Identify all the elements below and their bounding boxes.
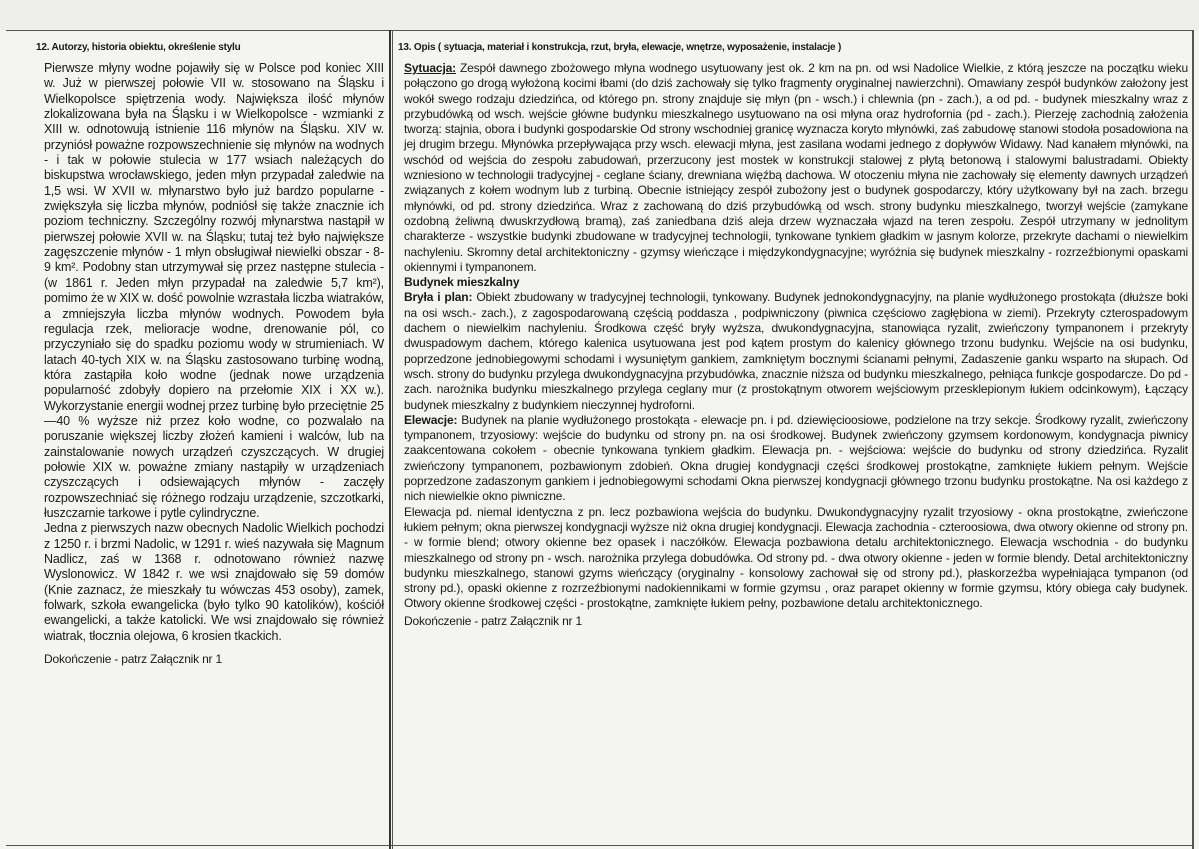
elewacje-paragraph [404,413,1188,505]
section-13-continuation: Dokończenie - patrz Załącznik nr 1 [404,613,582,628]
history-paragraph-1: Pierwsze młyny wodne pojawiły się w Polsce pod koniec XIII w. Już w pierwszej połowie VII w. stosowano na Śląsku i Wielkopolsce spiętrzenia wody. Największa ilość młynów zlokalizowana była na Śląsku i w Wielkopolsce - wzmianki z XIII w. odnotowują istnienie 116 młynów na Śląsku. XIV w. przyniósł poważne rozpowszechnienie się młynów na wodnych - i tak w połowie stulecia w 177 wsiach należących do biskupstwa wrocławskiego, jeden młyn przypadał zaledwie na 1,5 wsi. W XVII w. młynarstwo było już bardzo popularne - zwiększyła się liczba młynów, podniósł się także znacznie ich poziom techniczny. Szczególny rozwój młynarstwa nastąpił w pierwszej połowie XVII w. na Śląsku; tutaj też było największe zagęszczenie młynów - 1 młyn obsługiwał niewielki obszar - 8-9 km². Podobny stan utrzymywał się przez następne stulecia - (w 1861 r. Jeden młyn przypadał na zaledwie 5,7 km²), pomimo że w XIX w. dość powolnie wzrastała liczba wiatraków, a zmniejszyła liczba młynów wodnych. Powodem była regulacja rzek, melioracje wodne, drenowanie pól, co przyczyniało się do spadku poziomu wody w strumieniach. W latach 40-tych XIX w. na Śląsku zastosowano turbinę wodną, która zastąpiła koło wodne (jednak nowe urządzenia popularność zdobyły dopiero na przełomie XIX i XX w.). Wykorzystanie energii wodnej przez turbinę było przeciętnie 25—40 % wyższe niż przez koło wodne, co pozwalało na poruszanie większej liczby złożeń kamieni i walców, lub na zainstalowanie nowych urządzeń czyszczących. W drugiej połowie XIX w. poważne zmiany nastąpiły w urządzeniach czyszczących i odsiewających młynów - zaczęły rozpowszechniać się różnego rodzaju urządzenie, szczotkarki, łuszczarnie tarkowe i pytle cylindryczne. [44,61,384,520]
sytuacja-paragraph [404,61,1188,275]
history-paragraph-2: Jedna z pierwszych nazw obecnych Nadolic Wielkich pochodzi z 1250 r. i brzmi Nadolic, w 1291 r. wieś nazywała się Magnum Nadlicz, zaś w 1368 r. odnotowano również nazwę Wyslonowicz. W 1842 r. we wsi znajdowało się 59 domów (Knie zaznacz, że mieszkały tu wówczas 453 osoby), zamek, folwark, szkoła ewangelicka (było tylko 90 katolików), kościół ewangelicki, a także katolicki. We wsi znajdowało się również wiatrak, tłocznia olejowa, 6 krosien tkackich. [44,521,384,643]
section-12-body [44,61,384,644]
section-12-heading: 12. Autorzy, historia obiektu, określenie stylu [36,42,241,53]
section-13-body [404,61,1188,612]
elewacje-label: Elewacje: [404,412,458,427]
section-12-continuation: Dokończenie - patrz Załącznik nr 1 [44,652,222,667]
sytuacja-label: Sytuacja: [404,61,457,75]
elewacje-text: Budynek na planie wydłużonego prostokąta - elewacje pn. i pd. dziewięcioosiowe, podzielone na trzy sekcje. Środkowy ryzalit, zwieńczony tympanonem, trzyosiowy: wejście do budynku od strony pn. na osi środkowej. Budynek zwieńczony gzymsem kordonowym, kondygnacja piwnicy zaakcentowana cokołem - obecnie tynkowana tynkiem gładkim. Elewacja pn. - wejściowa: wejście do budynku od strony dziedzińca. Ryzalit zwieńczony tympanonem, pozbawionym zdobień. Okna drugiej kondygnacji części środkowej prostokątne, zamknięte łukiem pełnym. Wejście poprzedzone zadaszonym gankiem i jednobiegowymi schodami Okna pierwszej kondygnacji głównego trzonu budynku prostokątne. Na osi każdego z nich niewielkie okno piwniczne. [404,412,1188,504]
left-column [36,42,384,667]
right-column [398,42,1189,628]
bryla-label: Bryła i plan: [404,290,473,305]
column-divider [389,30,393,849]
elewacja-pd-paragraph: Elewacja pd. niemal identyczna z pn. lecz pozbawiona wejścia do budynku. Dwukondygnacyjny ryzalit trzyosiowy - okna prostokątne, zwieńczone łukiem pełnym; okna pierwszej kondygnacji wyższe niż okna drugiej kondygnacji. Elewacja zachodnia - czteroosiowa, dwa otwory okienne od strony pn. - w formie blend; otwory okienne bez opasek i naczółków. Elewacja pozbawiona detalu architektonicznego. Elewacja wschodnia - do budynku mieszkalnego od strony pn - wsch. narożnika przylega dobudówka. Od strony pd. - dwa otwory okienne - jeden w formie blendy. Detal architektoniczny budynku mieszkalnego, stanowi gzyms wieńczący (oryginalny - konsolowy zachował się od strony pd.), płaskorzeźba wypełniająca tympanon (od strony pd.), opaski okienne z rozrzeźbionymi nadokiennikami w formie gzymsu , oraz parapet okienny w formie gzymsu, który obiega cały budynek. Otwory okienne środkowej części - prostokątne, zamknięte łukiem pełny, pozbawione detalu architektonicznego. [404,504,1188,611]
bryla-paragraph [404,290,1188,412]
top-strip [0,0,1199,30]
section-13-heading: 13. Opis ( sytuacja, materiał i konstrukcja, rzut, bryła, elewacje, wnętrze, wyposażenie, instalacje ) [398,42,842,53]
sytuacja-text: Zespół dawnego zbożowego młyna wodnego usytuowany jest ok. 2 km na pn. od wsi Nadolice Wielkie, z którą jeszcze na początku wieku połączono go drogą wyłożoną kocimi łbami (do dziś zachowały się tylko fragmenty oryginalnej nawierzchni). Omawiany zespół budynków założony jest wokół swego rodzaju dziedzińca, od którego pn. strony znajduje się młyn (pn - wsch.) i chlewnia (pn - zach.), a od pd. - budynek mieszkalny wraz z przybudówką od wsch. wejście główne budynku mieszkalnego usytuowano na osi młyna oraz hydrofornia (pd - zach.). Pierzeję zachodnią założenia tworzą: stajnia, obora i budynki gospodarskie Od strony wschodniej granicę wyznacza koryto młynówki, zaś zabudowę stanowi stodoła posadowiona na jej drugim brzegu. Młynówka przepływająca przy wsch. elewacji młyna, jest zasilana wodami jednego z dopływów Widawy. Nad kanałem młynówki, na wschód od wejścia do zespołu zabudowań, przerzucony jest mostek w konstrukcji stalowej z płytą betonową i stalowymi balustradami. Obiekty wzniesiono w technologii tradycyjnej - ceglane ściany, drewniana więźbą dachowa. W otoczeniu młyna nie zachowały się elementy dawnych urządzeń związanych z kołem wodnym lub z turbiną. Obecnie istniejący zespół zubożony jest o budynek gospodarczy, który użytkowany był na zach. brzegu młynówki, od pd. strony dziedzińca. Wraz z zachowaną do dziś przybudówką od wsch. strony budynku mieszkalnego, tworzył wejście (zamykane ozdobną żeliwną dwuskrzydłową bramą), zaś zaniedbana dziś aleja drzew wyznaczała wjazd na teren zespołu. Zespół utrzymany w jednolitym charakterze - wszystkie budynki zbudowane w tradycyjnej technologii, tynkowane tynkiem gładkim w jasnym kolorze, przekryte dachami o niewielkim nachyleniu. Skromny detal architektoniczny - gzymsy wieńczące i międzykondygnacyjne; wyróżnia się budynek mieszkalny - rozrzeźbionymi opaskami okiennymi i tympanonem. [404,61,1188,274]
budynek-mieszkalny-heading: Budynek mieszkalny [404,275,520,290]
bryla-text: Obiekt zbudowany w tradycyjnej technologii, tynkowany. Budynek jednokondygnacyjny, na planie wydłużonego prostokąta (dłuższe boki na osi wsch.- zach.), z zagospodarowaną częścią poddasza , podpiwniczony (piwnica częściowo zagłębiona w ziemi). Przekryty czterospadowym dachem o niewielkim nachyleniu. Środkowa część bryły wyższa, dwukondygnacyjna, stanowiąca ryzalit, zwieńczony tympanonem i przekryty dwuspadowym dachem, którego kalenica usytuowana jest pod kątem prostym do kalenicy głównego trzonu budynku. Wejście na osi budynku, poprzedzone jednobiegowymi schodami i wysuniętym gankiem, zamkniętym bocznymi ścianami pełnymi, Zadaszenie ganku wsparto na słupach. Od wsch. strony do budynku przylega dwukondygnacyjna przybudówka, znacznie niższa od budynku mieszkalnego, pełniąca funkcje gospodarcze. Do pd - zach. narożnika budynku mieszkalnego przylega ceglany mur (z prostokątnym otworem wejściowym przesklepionym łukiem odcinkowym), Łączący budynek mieszkalny z budynkiem nieczynnej hydroforni. [404,290,1189,412]
right-edge-line [1192,30,1194,849]
